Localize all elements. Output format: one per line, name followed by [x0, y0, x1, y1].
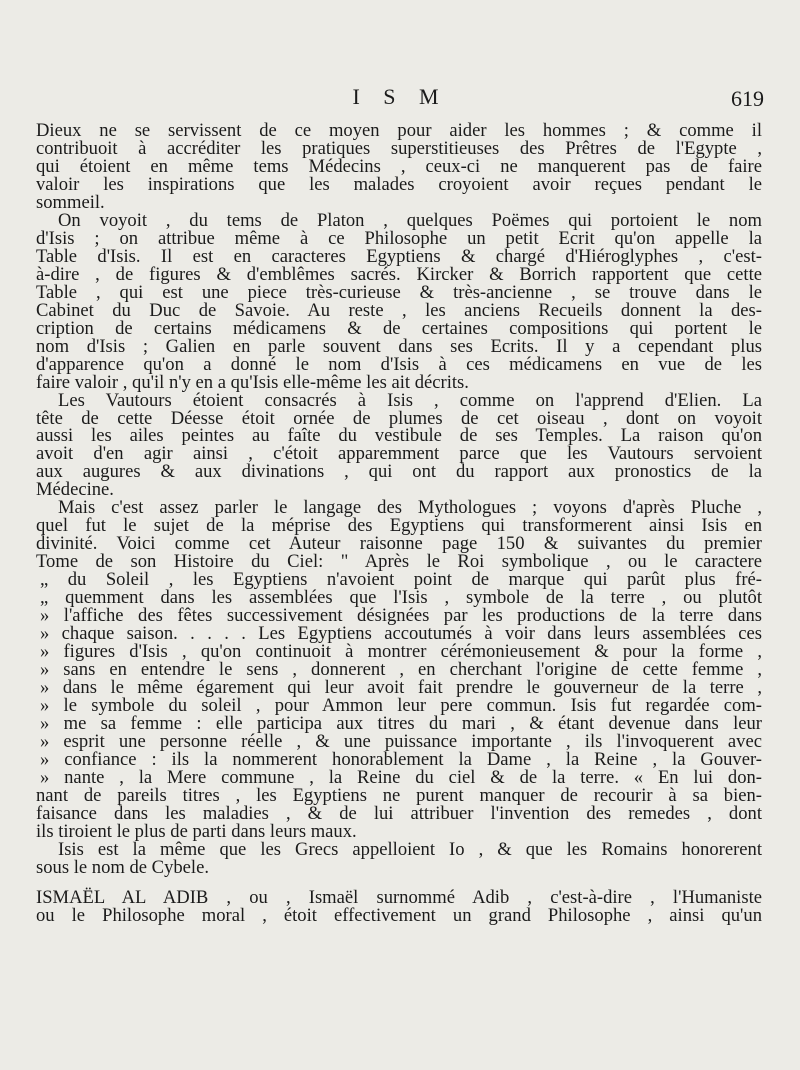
- text-line: aux augures & aux divinations , qui ont du rapport aux pronostics de la: [36, 461, 762, 483]
- text-line: „ quemment dans les assemblées que l'Isis , symbole de la terre , ou plutôt: [40, 587, 762, 609]
- text-line: d'Isis ; on attribue même à ce Philosophe un petit Ecrit qu'on appelle la: [36, 227, 762, 249]
- text-line: » sans en entendre le sens , donnerent , en cherchant l'origine de cette femme ,: [40, 659, 762, 681]
- text-line: nant de pareils titres , les Egyptiens ne purent manquer de recourir à sa bien-: [36, 784, 762, 806]
- text-line: à-dire , de figures & d'emblêmes sacrés. Kircker & Borrich rapportent que cette: [36, 263, 762, 285]
- body-text: [36, 122, 762, 925]
- text-line: » me sa femme : elle participa aux titres du mari , & étant devenue dans leur: [40, 712, 762, 734]
- text-line: ou le Philosophe moral , étoit effectivement un grand Philosophe , ainsi qu'un: [36, 904, 762, 926]
- text-line: valoir les inspirations que les malades croyoient avoir reçues pendant le: [36, 173, 762, 195]
- text-line: » figures d'Isis , qu'on continuoit à montrer cérémonieusement & pour la forme ,: [40, 641, 762, 663]
- text-line: Tome de son Histoire du Ciel: " Après le Roi symbolique , ou le caractere: [36, 551, 762, 573]
- text-line: tête de cette Déesse étoit ornée de plumes de cet oiseau , dont on voyoit: [36, 407, 762, 429]
- text-line: Table d'Isis. Il est en caracteres Egyptiens & chargé d'Hiéroglyphes , c'est-: [36, 245, 762, 267]
- page-header: [0, 84, 800, 114]
- text-line: » confiance : ils la nommerent honorablement la Dame , la Reine , la Gouver-: [40, 748, 762, 770]
- text-line: nom d'Isis ; Galien en parle souvent dans ses Ecrits. Il y a cependant plus: [36, 335, 762, 357]
- text-line: quel fut le sujet de la méprise des Egyptiens qui transformerent ainsi Isis en: [36, 515, 762, 537]
- text-line: » l'affiche des fêtes successivement désignées par les productions de la terre dans: [40, 605, 762, 627]
- running-title: I S M: [352, 84, 448, 109]
- text-line: On voyoit , du tems de Platon , quelques Poëmes qui portoient le nom: [58, 209, 762, 231]
- text-line: „ du Soleil , les Egyptiens n'avoient point de marque qui parût plus fré-: [40, 569, 762, 591]
- text-line: Dieux ne se servissent de ce moyen pour aider les hommes ; & comme il: [36, 120, 762, 141]
- text-line: qui étoient en même tems Médecins , ceux-ci ne manquerent pas de faire: [36, 155, 762, 177]
- page-number: 619: [731, 86, 764, 111]
- text-line: Les Vautours étoient consacrés à Isis , comme on l'apprend d'Elien. La: [58, 389, 762, 411]
- text-line: Table , qui est une piece très-curieuse & très-ancienne , se trouve dans le: [36, 281, 762, 303]
- text-line: d'apparence qu'on a donné le nom d'Isis à ces médicamens en vue de les: [36, 353, 762, 375]
- text-line: Mais c'est assez parler le langage des Mythologues ; voyons d'après Pluche ,: [58, 497, 762, 519]
- text-line: » esprit une personne réelle , & une puissance importante , ils l'invoquerent avec: [40, 730, 762, 752]
- text-line: divinité. Voici comme cet Auteur raisonne page 150 & suivantes du premier: [36, 533, 762, 555]
- text-line: Médecine.: [36, 479, 114, 501]
- text-line: » chaque saison. . . . . Les Egyptiens accoutumés à voir dans leurs assemblées ces: [40, 623, 762, 645]
- text-line: aussi les ailes peintes au faîte du vestibule de ses Temples. La raison qu'on: [36, 425, 762, 447]
- text-line: » nante , la Mere commune , la Reine du ciel & de la terre. « En lui don-: [40, 766, 762, 788]
- text-line: ISMAËL AL ADIB , ou , Ismaël surnommé Adib , c'est-à-dire , l'Humaniste: [36, 886, 762, 908]
- text-line: Isis est la même que les Grecs appelloient Io , & que les Romains honorerent: [58, 838, 762, 860]
- text-line: » le symbole du soleil , pour Ammon leur pere commun. Isis fut regardée com-: [40, 695, 762, 716]
- text-line: ils tiroient le plus de parti dans leurs maux.: [36, 820, 357, 842]
- text-line: » dans le même égarement qui leur avoit fait prendre le gouverneur de la terre ,: [40, 677, 762, 699]
- text-line: faire valoir , qu'il n'y en a qu'Isis elle-même les ait décrits.: [36, 371, 469, 393]
- text-line: cription de certains médicamens & de certaines compositions qui portent le: [36, 317, 762, 339]
- text-line: contribuoit à accréditer les pratiques superstitieuses des Prêtres de l'Egypte ,: [36, 137, 762, 159]
- text-line: sommeil.: [36, 191, 105, 213]
- text-line: sous le nom de Cybele.: [36, 856, 209, 878]
- text-line: Cabinet du Duc de Savoie. Au reste , les anciens Recueils donnent la des-: [36, 299, 762, 321]
- text-line: avoit d'en agir ainsi , c'étoit apparemment parce que les Vautours servoient: [36, 443, 762, 465]
- text-line: faisance dans les maladies , & de lui attribuer l'invention des remedes , dont: [36, 802, 762, 824]
